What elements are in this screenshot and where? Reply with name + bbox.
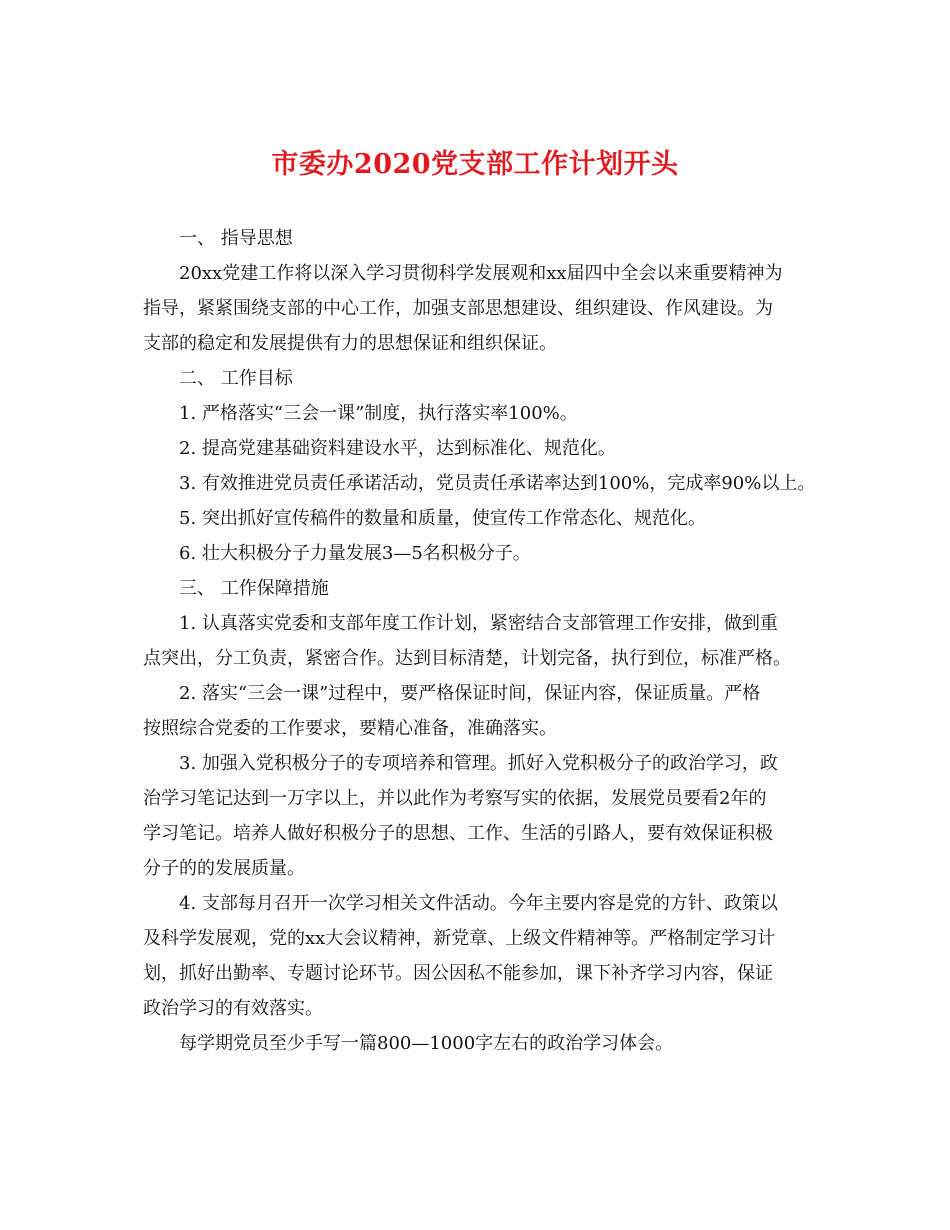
- body-line: 一、 指导思想: [179, 228, 293, 249]
- body-line: 政治学习的有效落实。: [143, 998, 323, 1019]
- body-line: 点突出，分工负责，紧密合作。达到目标清楚，计划完备，执行到位，标准严格。: [143, 648, 791, 669]
- body-line: 指导，紧紧围绕支部的中心工作，加强支部思想建设、组织建设、作风建设。为: [143, 298, 773, 319]
- body-line: 三、 工作保障措施: [179, 578, 329, 599]
- body-line: 5. 突出抓好宣传稿件的数量和质量，使宣传工作常态化、规范化。: [179, 508, 706, 529]
- document-title: 市委办2020党支部工作计划开头: [271, 149, 679, 180]
- body-line: 2. 提高党建基础资料建设水平，达到标准化、规范化。: [179, 438, 616, 459]
- body-line: 6. 壮大积极分子力量发展3—5名积极分子。: [179, 543, 531, 564]
- body-line: 每学期党员至少手写一篇800—1000字左右的政治学习体会。: [179, 1033, 674, 1054]
- body-line: 4. 支部每月召开一次学习相关文件活动。今年主要内容是党的方针、政策以: [179, 893, 778, 914]
- document-body: [143, 221, 823, 1061]
- body-line: 二、 工作目标: [179, 368, 293, 389]
- body-line: 学习笔记。培养人做好积极分子的思想、工作、生活的引路人，要有效保证积极: [143, 823, 773, 844]
- body-line: 3. 加强入党积极分子的专项培养和管理。抓好入党积极分子的政治学习，政: [179, 753, 778, 774]
- body-line: 治学习笔记达到一万字以上，并以此作为考察写实的依据，发展党员要看2年的: [143, 788, 767, 809]
- body-line: 划，抓好出勤率、专题讨论环节。因公因私不能参加，课下补齐学习内容，保证: [143, 963, 773, 984]
- body-line: 1. 认真落实党委和支部年度工作计划，紧密结合支部管理工作安排，做到重: [179, 613, 778, 634]
- body-line: 支部的稳定和发展提供有力的思想保证和组织保证。: [143, 333, 557, 354]
- body-line: 1. 严格落实“三会一课”制度，执行落实率100%。: [179, 403, 578, 424]
- body-line: 2. 落实“三会一课”过程中，要严格保证时间，保证内容，保证质量。严格: [179, 683, 761, 704]
- body-line: 分子的的发展质量。: [143, 858, 305, 879]
- body-line: 及科学发展观，党的xx大会议精神，新党章、上级文件精神等。严格制定学习计: [143, 928, 776, 949]
- body-line: 按照综合党委的工作要求，要精心准备，准确落实。: [143, 718, 557, 739]
- body-line: 3. 有效推进党员责任承诺活动，党员责任承诺率达到100%，完成率90%以上。: [179, 473, 816, 494]
- body-line: 20xx党建工作将以深入学习贯彻科学发展观和xx届四中全会以来重要精神为: [179, 263, 783, 284]
